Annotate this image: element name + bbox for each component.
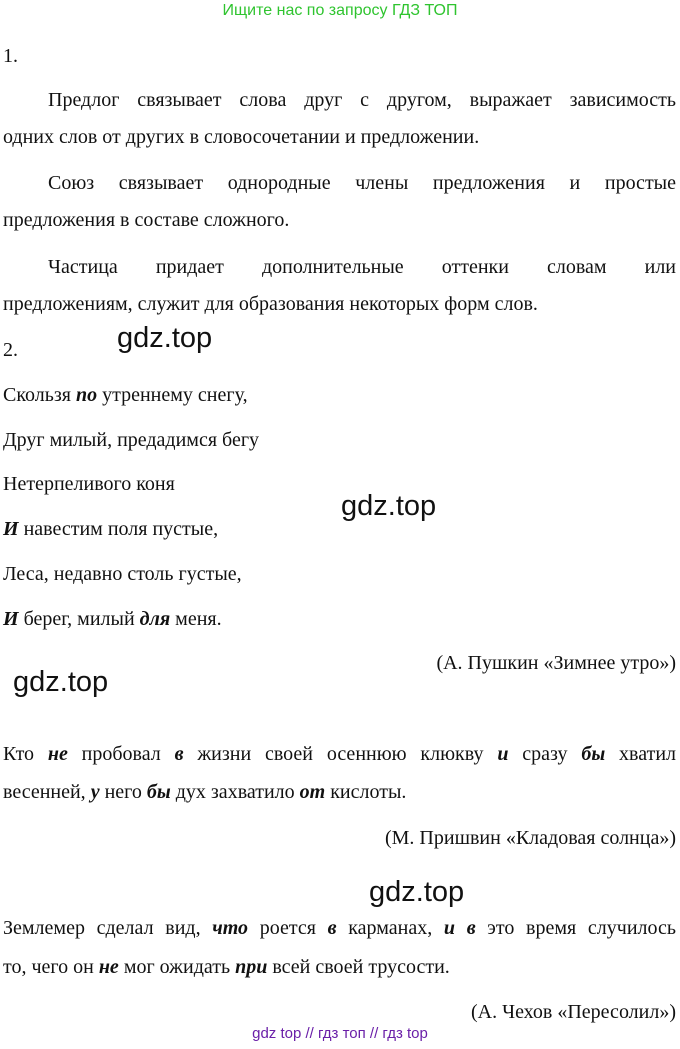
prishvin-source: (М. Пришвин «Кладовая солнца») [384, 827, 676, 849]
task-2-number: 2. [3, 339, 18, 361]
text-part: мог ожидать [118, 956, 236, 978]
highlighted-word: для [139, 608, 171, 630]
highlighted-word: от [299, 781, 326, 803]
task-1-p2-line2: предложения в составе сложного. [3, 209, 290, 231]
poem-line-3: Нетерпеливого коня [3, 473, 175, 495]
text-part: дух захватило [170, 781, 300, 803]
highlighted-word: и [443, 917, 455, 939]
text-part: весенней, [3, 781, 91, 803]
poem-line-5: Леса, недавно столь густые, [3, 563, 242, 585]
highlighted-word: у [90, 781, 100, 803]
highlighted-word: не [47, 743, 68, 765]
highlighted-word: по [75, 384, 98, 406]
highlighted-word: не [98, 956, 119, 978]
text-part [455, 917, 467, 939]
chekhov-source: (А. Чехов «Пересолил») [470, 1001, 676, 1023]
text-part: меня. [170, 608, 222, 630]
task-1-p1-line1: Предлог связывает слова друг с другом, выражает зависимость [48, 89, 676, 111]
task-1-p1-line2: одних слов от других в словосочетании и предложении. [3, 126, 480, 148]
highlighted-word: и [497, 743, 509, 765]
task-1-p2-line1: Союз связывает однородные члены предложения и простые [48, 172, 676, 194]
task-1-p3-line1: Частица придает дополнительные оттенки словам или [48, 256, 676, 278]
highlighted-word: в [174, 743, 184, 765]
text-part: всей своей трусости. [267, 956, 450, 978]
text-part: пробовал [67, 743, 175, 765]
text-part: карманах, [336, 917, 444, 939]
highlighted-word: бы [581, 743, 606, 765]
text-part: Скользя [3, 384, 76, 406]
text-part: утреннему снегу, [97, 384, 248, 406]
highlighted-word: в [327, 917, 337, 939]
prishvin-line-1 [3, 742, 676, 766]
watermark: gdz.top [117, 322, 213, 354]
poem-source: (А. Пушкин «Зимнее утро») [436, 652, 676, 674]
watermark: gdz.top [13, 666, 109, 698]
text-part: роется [248, 917, 328, 939]
highlighted-word: И [3, 518, 19, 540]
text-part: жизни своей осеннюю клюкву [183, 743, 498, 765]
task-1-number: 1. [3, 45, 18, 67]
task-1-p3-line2: предложениям, служит для образования некоторых форм слов. [3, 293, 538, 315]
watermark: gdz.top [341, 490, 437, 522]
text-part: кислоты. [325, 781, 407, 803]
highlighted-word: в [466, 917, 476, 939]
poem-line-4 [3, 517, 218, 541]
highlighted-word: что [212, 917, 249, 939]
footer-links: gdz top // гдз топ // гдз top [252, 1025, 428, 1042]
prishvin-line-2 [3, 780, 406, 804]
text-part: навестим поля пустые, [18, 518, 219, 540]
top-banner: Ищите нас по запросу ГДЗ ТОП [222, 2, 458, 19]
chekhov-line-2 [3, 955, 450, 979]
highlighted-word: И [3, 608, 19, 630]
chekhov-line-1 [3, 916, 676, 940]
text-part: хватил [605, 743, 676, 765]
poem-line-6 [3, 607, 222, 631]
text-part: Землемер сделал вид, [3, 917, 213, 939]
text-part: Кто [3, 743, 48, 765]
highlighted-word: бы [146, 781, 171, 803]
text-part: это время случилось [475, 917, 676, 939]
highlighted-word: при [235, 956, 268, 978]
poem-line-1 [3, 383, 248, 407]
text-part: сразу [508, 743, 582, 765]
poem-line-2: Друг милый, предадимся бегу [3, 429, 260, 451]
text-part: него [99, 781, 147, 803]
text-part: берег, милый [18, 608, 140, 630]
text-part: то, чего он [3, 956, 99, 978]
watermark: gdz.top [369, 876, 465, 908]
